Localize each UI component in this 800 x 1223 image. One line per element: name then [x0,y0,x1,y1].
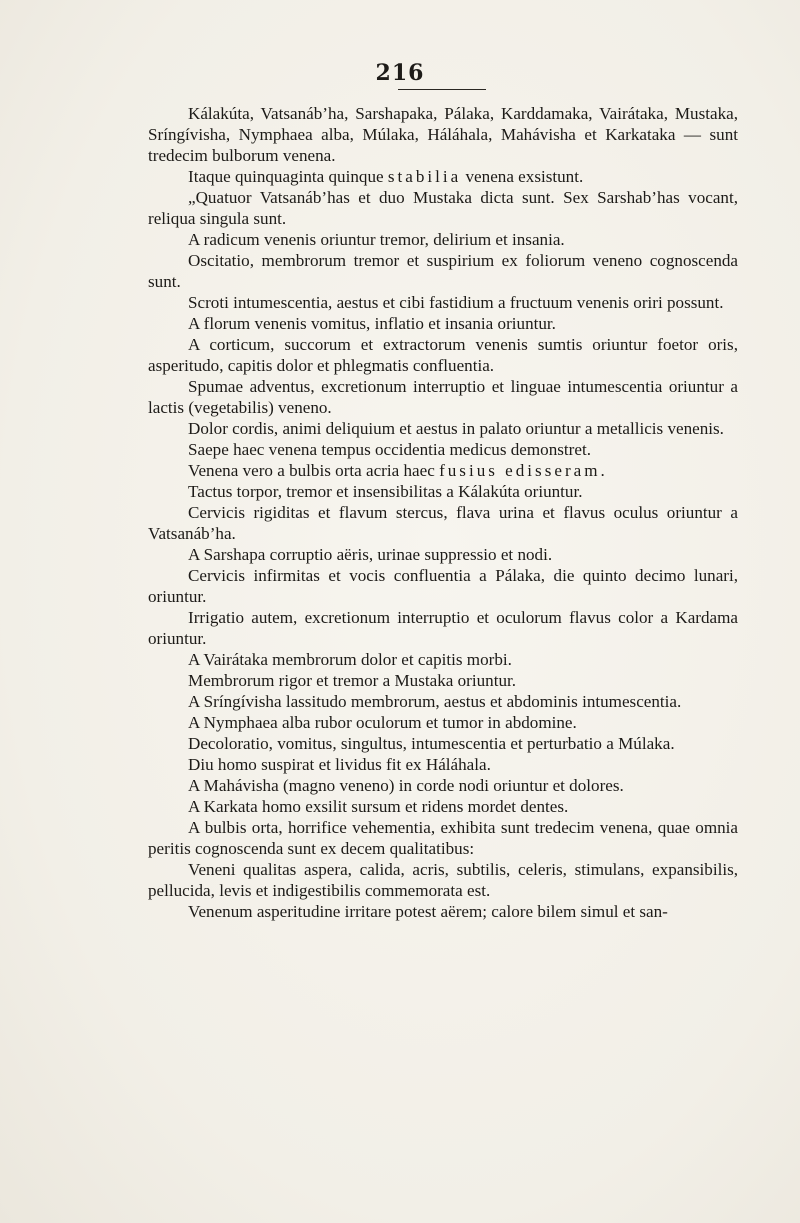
paragraph-text: Itaque quinquaginta quinque [188,167,388,186]
paragraph: Oscitatio, membrorum tremor et suspirium ex foliorum veneno cognoscenda sunt. [148,251,738,291]
paragraph-text: . [600,461,605,480]
paragraph: Irrigatio autem, excretionum interruptio et oculorum flavus color a Kardama oriuntur. [148,608,738,648]
paragraph: Membrorum rigor et tremor a Mustaka oriuntur. [188,671,517,690]
page-number-rule [398,89,486,90]
paragraph: A Mahávisha (magno veneno) in corde nodi oriuntur et dolores. [188,776,624,795]
paragraph [148,460,738,481]
paragraph: Scroti intumescentia, aestus et cibi fastidium a fructuum venenis oriri possunt. [188,293,724,312]
paragraph: A radicum venenis oriuntur tremor, delirium et insania. [188,230,565,249]
paragraph: Saepe haec venena tempus occidentia medicus demonstret. [188,440,591,459]
paragraph: A Nymphaea alba rubor oculorum et tumor in abdomine. [188,713,577,732]
emphasized-text: fusius edisseram [439,461,601,480]
paragraph-text: Venena vero a bulbis orta acria haec [188,461,440,480]
text-body [148,103,738,922]
paragraph: Decoloratio, vomitus, singultus, intumescentia et perturbatio a Múlaka. [188,734,675,753]
paragraph: Cervicis infirmitas et vocis confluentia a Pálaka, die quinto decimo lunari, oriuntur. [148,566,738,606]
paragraph: Kálakúta, Vatsanáb’ha, Sarshapaka, Pálaka, Karddamaka, Vairátaka, Mustaka, Sríngívisha, Nymphaea alba, Múlaka, Háláhala, Mahávisha et Karkataka — sunt tredecim bulborum venena. [148,104,738,165]
paragraph: Venenum asperitudine irritare potest aërem; calore bilem simul et san- [188,902,668,921]
paragraph: „Quatuor Vatsanáb’has et duo Mustaka dicta sunt. Sex Sarshab’has vocant, reliqua singula sunt. [148,188,738,228]
paragraph: A Sríngívisha lassitudo membrorum, aestus et abdominis intumescentia. [188,692,682,711]
paragraph: Cervicis rigiditas et flavum stercus, flava urina et flavus oculus oriuntur a Vatsanáb’ha. [148,503,738,543]
paragraph-text: venena exsistunt. [461,167,584,186]
paragraph: A florum venenis vomitus, inflatio et insania oriuntur. [188,314,556,333]
paragraph: A Vairátaka membrorum dolor et capitis morbi. [188,650,512,669]
paragraph: Dolor cordis, animi deliquium et aestus in palato oriuntur a metallicis venenis. [188,419,724,438]
page-number: 216 [375,60,425,86]
paragraph: Veneni qualitas aspera, calida, acris, subtilis, celeris, stimulans, expansibilis, pellucida, levis et indigestibilis commemorata est. [148,860,738,900]
paragraph: Diu homo suspirat et lividus fit ex Háláhala. [188,755,491,774]
paragraph: A bulbis orta, horrifice vehementia, exhibita sunt tredecim venena, quae omnia peritis cognoscenda sunt ex decem qualitatibus: [148,818,738,858]
paragraph: Tactus torpor, tremor et insensibilitas a Kálakúta oriuntur. [188,482,583,501]
paragraph: Spumae adventus, excretionum interruptio et linguae intumescentia oriuntur a lactis (vegetabilis) veneno. [148,377,738,417]
paragraph: A corticum, succorum et extractorum venenis sumtis oriuntur foetor oris, asperitudo, capitis dolor et phlegmatis confluentia. [148,335,738,375]
paragraph [148,166,738,187]
paragraph: A Karkata homo exsilit sursum et ridens mordet dentes. [188,797,569,816]
paragraph: A Sarshapa corruptio aëris, urinae suppressio et nodi. [188,545,553,564]
emphasized-text: stabilia [387,167,462,186]
